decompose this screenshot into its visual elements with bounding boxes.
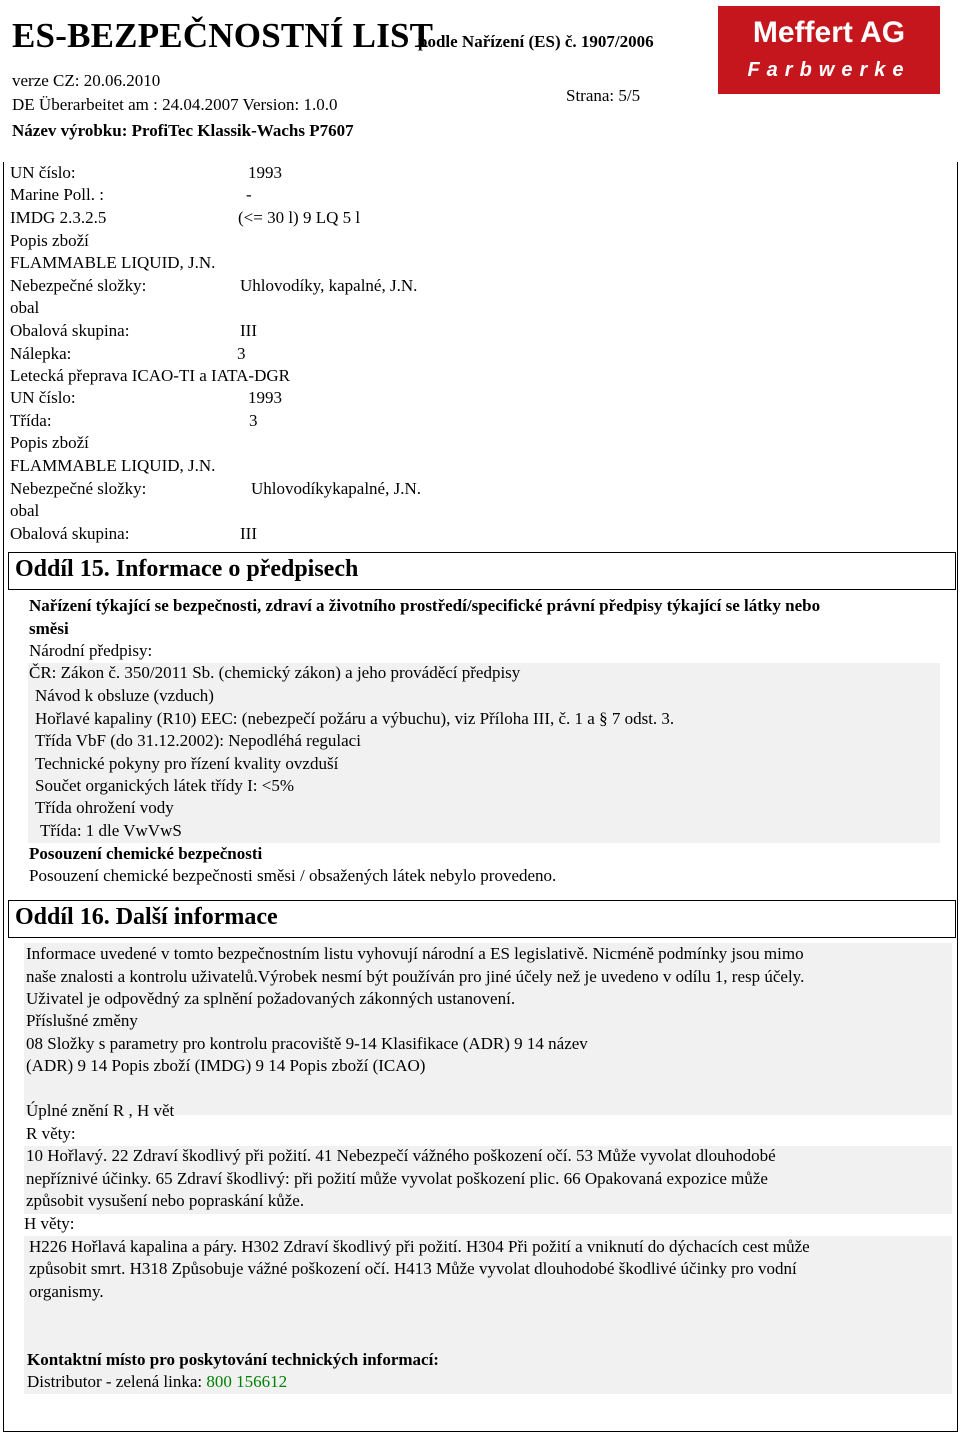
r-phrases-label: R věty:	[26, 1124, 76, 1143]
contact-prefix: Distributor - zelená linka:	[27, 1372, 207, 1391]
company-logo	[718, 6, 940, 94]
document-title: ES-BEZPEČNOSTNÍ LIST	[12, 16, 434, 55]
regulation-line: Součet organických látek třídy I: <5%	[35, 776, 295, 795]
transport-value: III	[240, 321, 257, 340]
section-15-title: Oddíl 15. Informace o předpisech	[15, 556, 359, 582]
transport-value: 3	[237, 344, 246, 363]
full-text-label: Úplné znění R , H vět	[26, 1101, 175, 1120]
section-15-heading	[8, 552, 956, 590]
safety-assessment-text: Posouzení chemické bezpečnosti směsi / obsažených látek nebylo provedeno.	[29, 866, 557, 885]
info-line: Informace uvedené v tomto bezpečnostním listu vyhovují národní a ES legislativě. Nicméně podmínky jsou mimo	[26, 944, 804, 963]
transport-label: Letecká přeprava ICAO-TI a IATA-DGR	[10, 366, 290, 385]
logo-line-2: Farbwerke	[747, 59, 911, 81]
page-number: Strana: 5/5	[566, 86, 641, 105]
transport-value: 1993	[248, 163, 282, 182]
transport-label: Obalová skupina:	[10, 524, 130, 543]
transport-label: Obalová skupina:	[10, 321, 130, 340]
transport-label: UN číslo:	[10, 388, 76, 407]
transport-value: Uhlovodíky, kapalné, J.N.	[240, 276, 418, 295]
regulation-heading-cont: směsi	[29, 619, 69, 638]
changes-label: Příslušné změny	[26, 1011, 138, 1030]
section-16-heading	[8, 900, 956, 938]
safety-assessment-heading: Posouzení chemické bezpečnosti	[29, 844, 263, 863]
transport-value: Uhlovodíkykapalné, J.N.	[251, 479, 421, 498]
logo-line-1: Meffert AG	[752, 16, 906, 49]
transport-label: Nálepka:	[10, 344, 72, 363]
regulation-line: Hořlavé kapaliny (R10) EEC: (nebezpečí požáru a výbuchu), viz Příloha III, č. 1 a § 7 odst. 3.	[35, 709, 675, 728]
regulation-subtitle: podle Nařízení (ES) č. 1907/2006	[418, 32, 654, 51]
transport-label: obal	[10, 501, 40, 520]
contact-phone[interactable]: 800 156612	[206, 1372, 288, 1391]
h-phrases-line: H226 Hořlavá kapalina a páry. H302 Zdraví škodlivý při požití. H304 Při požití a vniknutí do dýchacích cest může	[29, 1237, 810, 1256]
transport-label: FLAMMABLE LIQUID, J.N.	[10, 456, 216, 475]
info-line: naše znalosti a kontrolu uživatelů.Výrobek nesmí být používán pro jiné účely než je uvedeno v odílu 1, resp účely.	[26, 967, 805, 986]
transport-label: obal	[10, 298, 40, 317]
r-phrases-line: 10 Hořlavý. 22 Zdraví škodlivý při požití. 41 Nebezpečí vážného poškození očí. 53 Může vyvolat dlouhodobé	[26, 1146, 776, 1165]
regulation-line: Třída: 1 dle VwVwS	[40, 821, 182, 840]
h-phrases-label: H věty:	[24, 1214, 75, 1233]
section-16-title: Oddíl 16. Další informace	[15, 904, 278, 930]
changes-line: (ADR) 9 14 Popis zboží (IMDG) 9 14 Popis zboží (ICAO)	[26, 1056, 426, 1075]
transport-value: (<= 30 l) 9 LQ 5 l	[238, 208, 361, 227]
r-phrases-line: nepříznivé účinky. 65 Zdraví škodlivý: při požití může vyvolat poškození plic. 66 Opakovaná expozice může	[26, 1169, 768, 1188]
h-phrases-line: způsobit smrt. H318 Způsobuje vážné poškození očí. H413 Může vyvolat dlouhodobé škodlivé účinky pro vodní	[29, 1259, 797, 1278]
product-name: Název výrobku: ProfiTec Klassik-Wachs P7607	[12, 121, 354, 140]
contact-heading: Kontaktní místo pro poskytování technických informací:	[27, 1350, 439, 1369]
transport-label: UN číslo:	[10, 163, 76, 182]
version-cz: verze CZ: 20.06.2010	[12, 71, 161, 90]
transport-label: Nebezpečné složky:	[10, 276, 147, 295]
contact-line	[27, 1372, 287, 1392]
regulation-line: Návod k obsluze (vzduch)	[35, 686, 214, 705]
h-phrases-line: organismy.	[29, 1282, 104, 1301]
r-phrases-line: způsobit vysušení nebo popraskání kůže.	[26, 1191, 305, 1210]
transport-label: IMDG 2.3.2.5	[10, 208, 107, 227]
regulation-line: Třída VbF (do 31.12.2002): Nepodléhá regulaci	[35, 731, 361, 750]
transport-label: FLAMMABLE LIQUID, J.N.	[10, 253, 216, 272]
regulation-line: Třída ohrožení vody	[35, 798, 174, 817]
transport-label: Popis zboží	[10, 433, 89, 452]
transport-label: Třída:	[10, 411, 52, 430]
regulation-line: ČR: Zákon č. 350/2011 Sb. (chemický zákon) a jeho prováděcí předpisy	[29, 663, 521, 682]
version-de: DE Überarbeitet am : 24.04.2007 Version: 1.0.0	[12, 95, 338, 114]
transport-value: -	[246, 185, 252, 204]
transport-label: Popis zboží	[10, 231, 89, 250]
info-line: Uživatel je odpovědný za splnění požadovaných zákonných ustanovení.	[26, 989, 516, 1008]
changes-line: 08 Složky s parametry pro kontrolu pracoviště 9-14 Klasifikace (ADR) 9 14 název	[26, 1034, 588, 1053]
regulation-line: Technické pokyny pro řízení kvality ovzduší	[35, 754, 339, 773]
regulation-heading: Nařízení týkající se bezpečnosti, zdraví a životního prostředí/specifické právní předpisy týkající se látky nebo	[29, 596, 821, 615]
transport-label: Marine Poll. :	[10, 185, 104, 204]
transport-label: Nebezpečné složky:	[10, 479, 147, 498]
transport-value: 1993	[248, 388, 282, 407]
national-regulations-label: Národní předpisy:	[29, 641, 153, 660]
transport-value: 3	[249, 411, 258, 430]
transport-value: III	[240, 524, 257, 543]
